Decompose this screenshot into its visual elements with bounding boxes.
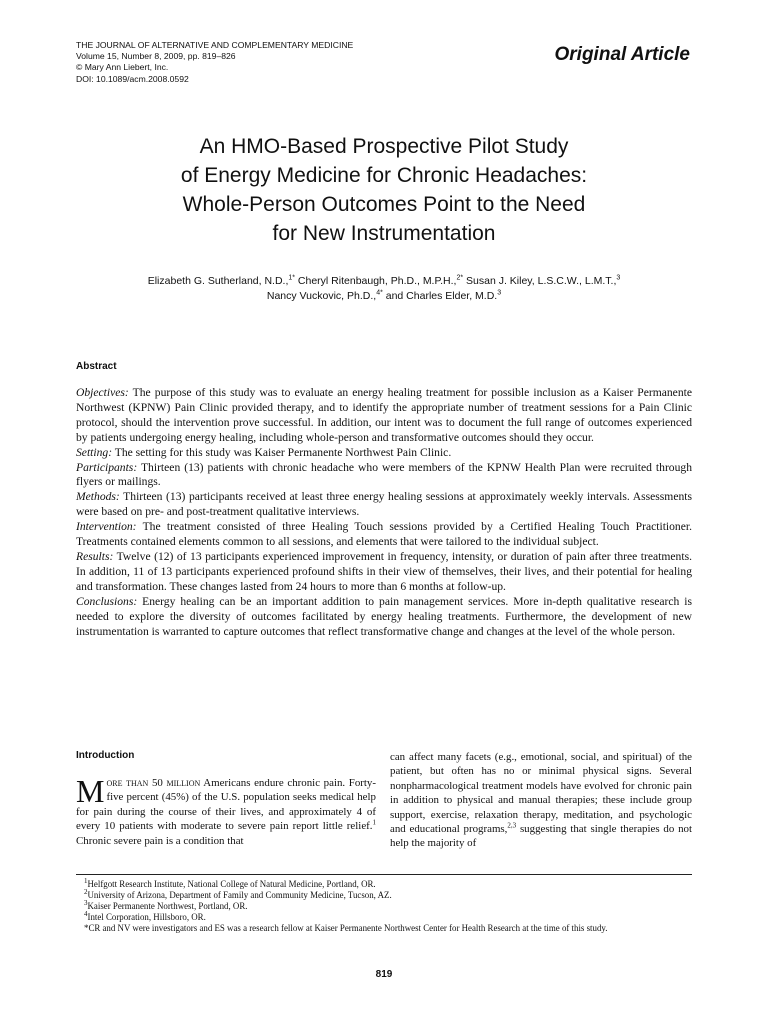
abstract-methods	[76, 490, 692, 520]
author-affiliation-mark: 2*	[456, 274, 464, 282]
footnote-mark: 1	[84, 877, 88, 886]
author-name: Elizabeth G. Sutherland, N.D.,	[147, 275, 289, 287]
abstract-section-label: Objectives:	[76, 386, 129, 399]
title-line: for New Instrumentation	[272, 222, 496, 245]
author-affiliation-mark: 4*	[376, 289, 383, 297]
author-line	[76, 289, 692, 304]
abstract-section-text: The treatment consisted of three Healing Touch sessions provided by a Certified Healing Touch Practitioner. Treatments contained elements common to all sessions, and elements that were tailored to the individual subject.	[76, 520, 692, 549]
footnote-divider	[76, 874, 692, 875]
introduction-text: can affect many facets (e.g., emotional, social, and spiritual) of the patient, but often has no or minimal physical signs. Several nonpharmacological treatment models have evolved for chronic pain in addition to physical and manual therapies; these include group support, exercise, relaxation therapy, meditation, and psychologic and educational programs,	[390, 751, 692, 836]
footnote-text: University of Arizona, Department of Family and Community Medicine, Tucson, AZ.	[87, 890, 392, 901]
abstract-intervention	[76, 520, 692, 550]
article-title	[76, 132, 692, 248]
abstract-conclusions	[76, 595, 692, 640]
footnote-item	[76, 890, 692, 901]
abstract-section-text: Twelve (12) of 13 participants experienced improvement in frequency, intensity, or duration of pain after three treatments. In addition, 11 of 13 participants experienced profound shifts in their view of themselves, their lives, and their potential for healing and transformation. These changes lasted from 24 hours to more than 6 months at follow-up.	[76, 549, 692, 593]
author-name: Cheryl Ritenbaugh, Ph.D., M.P.H.,	[295, 275, 457, 287]
abstract-section-text: Energy healing can be an important addition to pain management services. More in-depth qualitative research is needed to explore the diversity of outcomes facilitated by energy healing treatments. Furthermore, the development of new instrumentation is warranted to capture outcomes that reflect transformative change and changes at the level of the whole person.	[76, 594, 692, 638]
abstract-participants	[76, 461, 692, 491]
abstract-section-label: Results:	[76, 549, 114, 563]
abstract-results	[76, 550, 692, 595]
title-line: of Energy Medicine for Chronic Headaches:	[180, 164, 588, 187]
journal-copyright: © Mary Ann Liebert, Inc.	[76, 62, 169, 73]
abstract-section-text: Thirteen (13) participants received at least three energy healing sessions at approximately weekly intervals. Assessments were based on pre- and post-treatment qualitative interviews.	[76, 490, 692, 519]
small-caps-lead: ore than 50 million	[106, 777, 201, 789]
abstract-section-text: The purpose of this study was to evaluate an energy healing treatment for possible inclusion as a Kaiser Permanente Northwest (KPNW) Pain Clinic provided therapy, and to identify the appropriate number of treatment sessions for a Pain Clinic protocol, should the intervention prove successful. In addition, our intent was to document the full range of outcomes experienced by patients undergoing energy healing, including whole-person and transformative outcomes should they occur.	[76, 386, 692, 444]
introduction-column-right	[390, 750, 692, 851]
title-line: An HMO-Based Prospective Pilot Study	[199, 135, 569, 158]
footnote-mark: 3	[84, 899, 88, 908]
abstract-section-text: The setting for this study was Kaiser Permanente Northwest Pain Clinic.	[112, 445, 452, 459]
author-affiliation-mark: 3	[497, 289, 502, 297]
introduction-text: Americans endure chronic pain. Forty-five percent (45%) of the U.S. population seeks medical help for pain during the course of their lives, and approximately 4 of every 10 patients with moderate to severe pain report little relief.	[76, 777, 377, 833]
footnotes	[76, 879, 692, 934]
author-line	[76, 274, 692, 289]
footnote-item	[76, 912, 692, 923]
footnote-text: Helfgott Research Institute, National College of Natural Medicine, Portland, OR.	[87, 879, 376, 889]
author-name: Susan J. Kiley, L.S.C.W., L.M.T.,	[463, 275, 617, 287]
introduction-text-tail: Chronic severe pain is a condition that	[76, 834, 244, 847]
page-number: 819	[375, 969, 393, 980]
author-name: and Charles Elder, M.D.	[382, 290, 498, 302]
abstract-heading: Abstract	[76, 361, 117, 372]
abstract-body	[76, 386, 692, 639]
author-affiliation-mark: 1*	[288, 274, 295, 282]
introduction-column-left	[76, 773, 377, 848]
article-type-label: Original Article	[554, 44, 690, 65]
footnote-text: Kaiser Permanente Northwest, Portland, OR.	[87, 901, 248, 912]
journal-doi: DOI: 10.1089/acm.2008.0592	[76, 73, 189, 84]
citation-mark: 1	[372, 818, 376, 827]
drop-cap: M	[76, 773, 105, 809]
abstract-section-label: Setting:	[76, 445, 113, 459]
footnote-text: *CR and NV were investigators and ES was a research fellow at Kaiser Permanente Northwest Center for Health Research at the time of this study.	[84, 923, 608, 934]
journal-volume: Volume 15, Number 8, 2009, pp. 819–826	[76, 51, 236, 62]
abstract-setting	[76, 446, 692, 461]
author-name: Nancy Vuckovic, Ph.D.,	[266, 290, 377, 302]
abstract-section-label: Intervention:	[76, 520, 137, 534]
abstract-section-label: Participants:	[76, 460, 138, 474]
introduction-text-tail: suggesting that single therapies do not help the majority of	[390, 823, 693, 850]
title-line: Whole-Person Outcomes Point to the Need	[182, 193, 586, 216]
introduction-heading: Introduction	[76, 750, 135, 761]
footnote-note	[76, 923, 692, 934]
footnote-text: Intel Corporation, Hillsboro, OR.	[87, 912, 206, 923]
footnote-mark: 4	[84, 910, 88, 919]
journal-name: THE JOURNAL OF ALTERNATIVE AND COMPLEMENTARY MEDICINE	[76, 40, 354, 50]
journal-metadata	[76, 40, 353, 85]
abstract-objectives	[76, 386, 692, 446]
author-list	[76, 274, 692, 304]
abstract-section-label: Methods:	[76, 490, 120, 504]
citation-mark: 2,3	[507, 821, 517, 830]
abstract-section-label: Conclusions:	[76, 594, 138, 608]
footnote-mark: 2	[84, 888, 88, 897]
footnote-item	[76, 879, 692, 890]
abstract-section-text: Thirteen (13) patients with chronic headache who were members of the KPNW Health Plan were recruited through flyers or mailings.	[76, 460, 692, 489]
author-affiliation-mark: 3	[616, 274, 621, 282]
footnote-item	[76, 901, 692, 912]
